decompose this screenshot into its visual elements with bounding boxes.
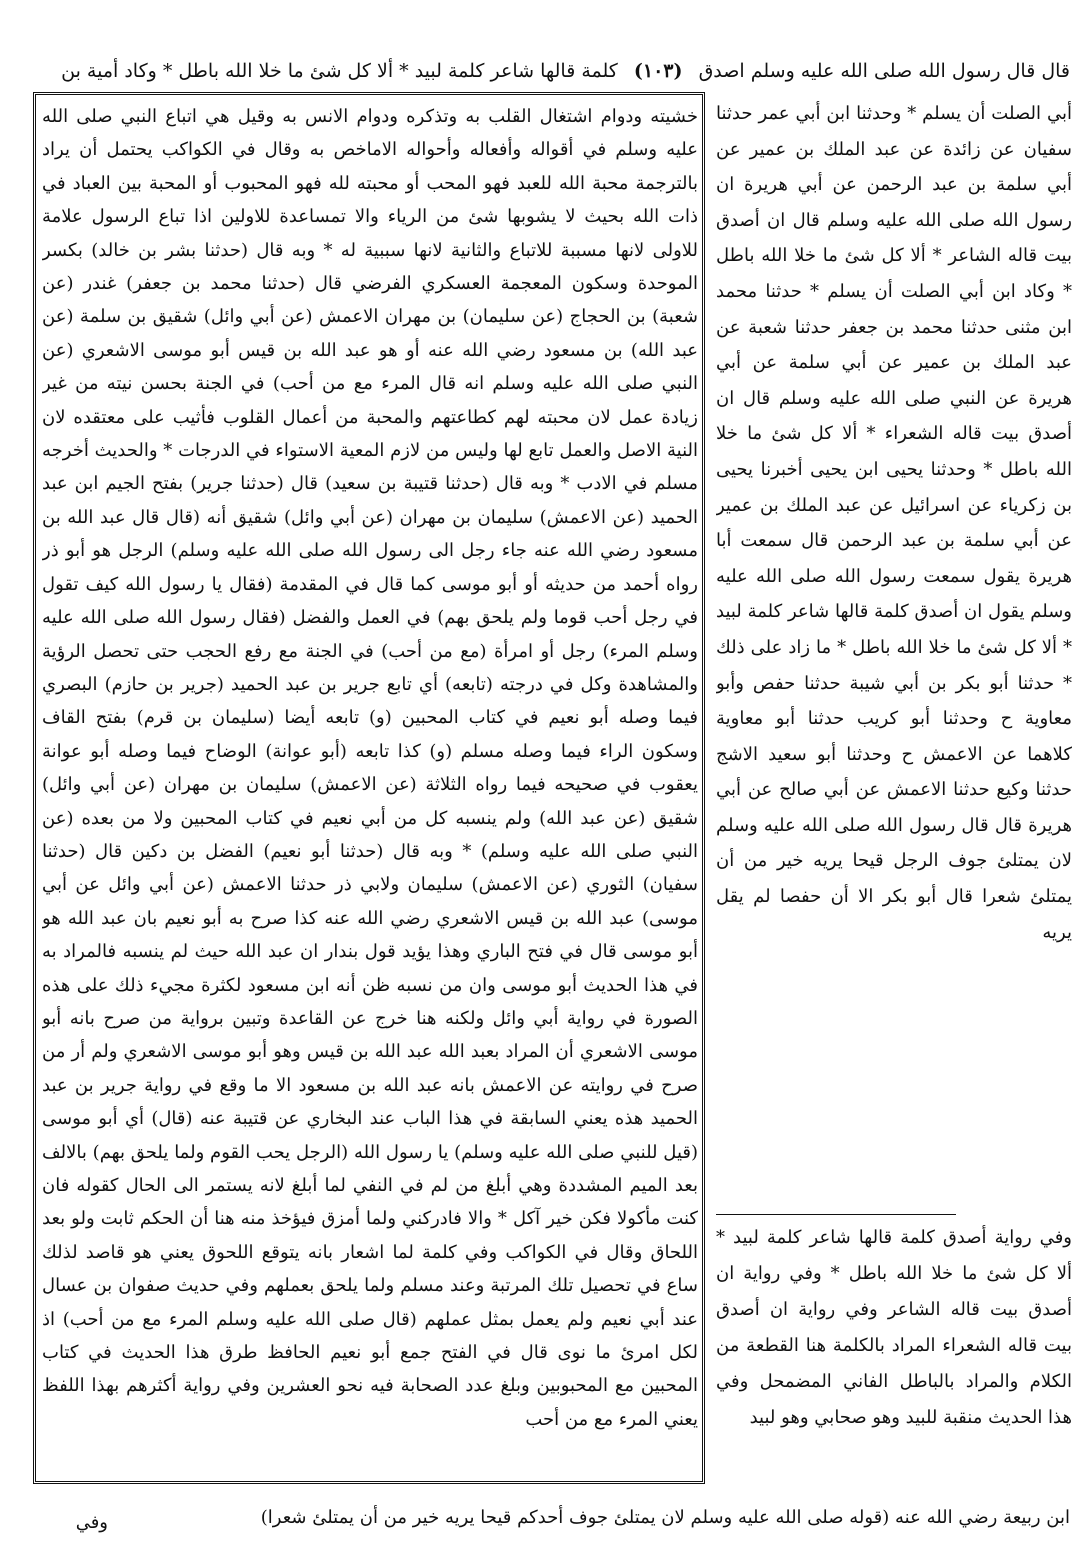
page-number: (١٠٣): [633, 60, 683, 82]
main-commentary-text: خشيته ودوام اشتغال القلب به وتذكره ودوام الانس به وقيل هي اتباع النبي صلى الله عليه وسلم في أقواله وأفعاله وأحواله الاماخص به وقال في الكواكب يحتمل أن يراد بالترجمة محبة الله للعبد فهو المحب أو محبته لله فهو المحبوب أو المحبة بين العباد في ذات الله بحيث لا يشوبها شئ من الرياء والا تمساعدة للاولين اذا تباع الرسول علامة للاولى لانها مسببة للاتباع والثانية لانها سببية له * وبه قال (حدثنا بشر بن خالد) بكسر الموحدة وسكون المعجمة العسكري الفرضي قال (حدثنا محمد بن جعفر) غندر (عن شعبة) بن الحجاج (عن سليمان) بن مهران الاعمش (عن أبي وائل) شقيق بن سلمة (عن عبد الله) بن مسعود رضي الله عنه أو هو عبد الله بن قيس أبو موسى الاشعري (عن النبي صلى الله عليه وسلم انه قال المرء مع من أحب) في الجنة بحسن نيته من غير زيادة عمل لان محبته لهم كطاعتهم والمحبة من أعمال القلوب فأثيب على معتقده لان النية الاصل والعمل تابع لها وليس من لازم المعية الاستواء في الدرجات * والحديث أخرجه مسلم في الادب * وبه قال (حدثنا قتيبة بن سعيد) قال (حدثنا جرير) بفتح الجيم ابن عبد الحميد (عن الاعمش) سليمان بن مهران (عن أبي وائل) شقيق أنه (قال قال عبد الله بن مسعود رضي الله عنه جاء رجل الى رسول الله صلى الله عليه وسلم) الرجل هو أبو ذر رواه أحمد من حديثه أو أبو موسى كما قال في المقدمة (فقال يا رسول الله كيف تقول في رجل أحب قوما ولم يلحق بهم) في العمل والفضل (فقال رسول الله صلى الله عليه وسلم المرء) رجل أو امرأة (مع من أحب) في الجنة مع رفع الحجب حتى تحصل الرؤية والمشاهدة وكل في درجته (تابعه) أي تابع جرير بن عبد الحميد (جرير بن حازم) البصري فيما وصله أبو نعيم في كتاب المحبين (و) تابعه أيضا (سليمان بن قرم) بفتح القاف وسكون الراء فيما وصله مسلم (و) كذا تابعه (أبو عوانة) الوضاح فيما وصله أبو عوانة يعقوب في صحيحه فيما رواه الثلاثة (عن الاعمش) سليمان بن مهران (عن أبي وائل) شقيق (عن عبد الله) ولم ينسبه كل من أبي نعيم في كتاب المحبين ولا من بعده (عن النبي صلى الله عليه وسلم) * وبه قال (حدثنا أبو نعيم) الفضل بن دكين قال (حدثنا سفيان) الثوري (عن الاعمش) سليمان ولابي ذر حدثنا الاعمش (عن أبي وائل عن أبي موسى) عبد الله بن قيس الاشعري رضي الله عنه كذا صرح به أبو نعيم بان عبد الله هو أبو موسى قال في فتح الباري وهذا يؤيد قول بندار ان عبد الله حيث لم ينسبه فالمراد به في هذا الحديث أبو موسى وان من نسبه ظن أنه ابن مسعود لكثرة مجيء ذلك على هذه الصورة في رواية أبي وائل ولكنه هنا خرج عن القاعدة وتبين برواية من صرح بانه أبو موسى الاشعري أن المراد بعبد الله عبد الله بن قيس وهو أبو موسى الاشعري ولم أر من صرح في روايته عن الاعمش بانه عبد الله بن مسعود الا ما وقع في رواية جرير بن عبد الحميد هذه يعني السابقة في هذا الباب عند البخاري عن قتيبة عنه (قال) أي أبو موسى (قيل للنبي صلى الله عليه وسلم) يا رسول الله (الرجل يحب القوم ولما يلحق بهم) بالالف بعد الميم المشددة وهي أبلغ من لم في النفي لما أبلغ لانه يستمر الى الحال كقوله فان كنت مأكولا فكن خير آكل * والا فادركني ولما أمزق فيؤخذ منه هنا أن الحكم ثابت ولو بعد اللحاق وقال في الكواكب وفي كلمة لما اشعار بانه يتوقع اللحوق يعني هو قاصد لذلك ساع في تحصيل تلك المرتبة وعند مسلم ولما يلحق بعملهم وفي حديث صفوان بن عسال عند أبي نعيم ولم يعمل بمثل عملهم (قال صلى الله عليه وسلم المرء مع من أحب) اذ لكل امرئ ما نوى قال في الفتح جمع أبو نعيم الحافظ طرق هذا الحديث في كتاب المحبين مع المحبوبين وبلغ عدد الصحابة فيه نحو العشرين وفي رواية أكثرهم بهذا اللفظ يعني المرء مع من أحب: [42, 106, 698, 1430]
side-column-divider: [716, 1214, 956, 1215]
side-hadith-column: أبي الصلت أن يسلم * وحدثنا ابن أبي عمر حدثنا سفيان عن زائدة عن عبد الملك بن عمير عن أبي سلمة بن عبد الرحمن عن أبي هريرة ان رسول الله صلى الله عليه وسلم قال ان أصدق بيت قاله الشاعر * ألا كل شئ ما خلا الله باطل * وكاد ابن أبي الصلت أن يسلم * حدثنا محمد ابن مثنى حدثنا محمد بن جعفر حدثنا شعبة عن عبد الملك بن عمير عن أبي سلمة عن أبي هريرة عن النبي صلى الله عليه وسلم قال ان أصدق بيت قاله الشعراء * ألا كل شئ ما خلا الله باطل * وحدثنا يحيى ابن يحيى أخبرنا يحيى بن زكرياء عن اسرائيل عن عبد الملك بن عمير عن أبي سلمة بن عبد الرحمن قال سمعت أبا هريرة يقول سمعت رسول الله صلى الله عليه وسلم يقول ان أصدق كلمة قالها شاعر كلمة لبيد * ألا كل شئ ما خلا الله باطل * ما زاد على ذلك * حدثنا أبو بكر بن أبي شيبة حدثنا حفص وأبو معاوية ح وحدثنا أبو كريب حدثنا أبو معاوية كلاهما عن الاعمش ح وحدثنا أبو سعيد الاشج حدثنا وكيع حدثنا الاعمش عن أبي صالح عن أبي هريرة قال قال رسول الله صلى الله عليه وسلم لان يمتلئ جوف الرجل قيحا يريه خير من أن يمتلئ شعرا قال أبو بكر الا أن حفصا لم يقل يريه: [716, 103, 1072, 943]
side-commentary-note: وفي رواية أصدق كلمة قالها شاعر كلمة لبيد * ألا كل شئ ما خلا الله باطل * وفي رواية ان أصدق بيت قاله الشاعر وفي رواية ان أصدق بيت قاله الشعراء المراد بالكلمة هنا القطعة من الكلام والمراد بالباطل الفاني المضمحل وفي هذا الحديث منقبة للبيد وهو صحابي وهو لبيد: [716, 1227, 1072, 1428]
catchword: وفي: [75, 1512, 108, 1533]
header-left-text: كلمة قالها شاعر كلمة لبيد * ألا كل شئ ما خلا الله باطل * وكاد أمية بن: [61, 60, 618, 82]
header-right-text: قال قال رسول الله صلى الله عليه وسلم اصدق: [698, 60, 1070, 82]
footer-line: ابن ربيعة رضي الله عنه (قوله صلى الله عليه وسلم لان يمتلئ جوف أحدكم قيحا يريه خير من أن يمتلئ شعرا): [260, 1507, 1070, 1528]
page-header: [20, 52, 1070, 90]
